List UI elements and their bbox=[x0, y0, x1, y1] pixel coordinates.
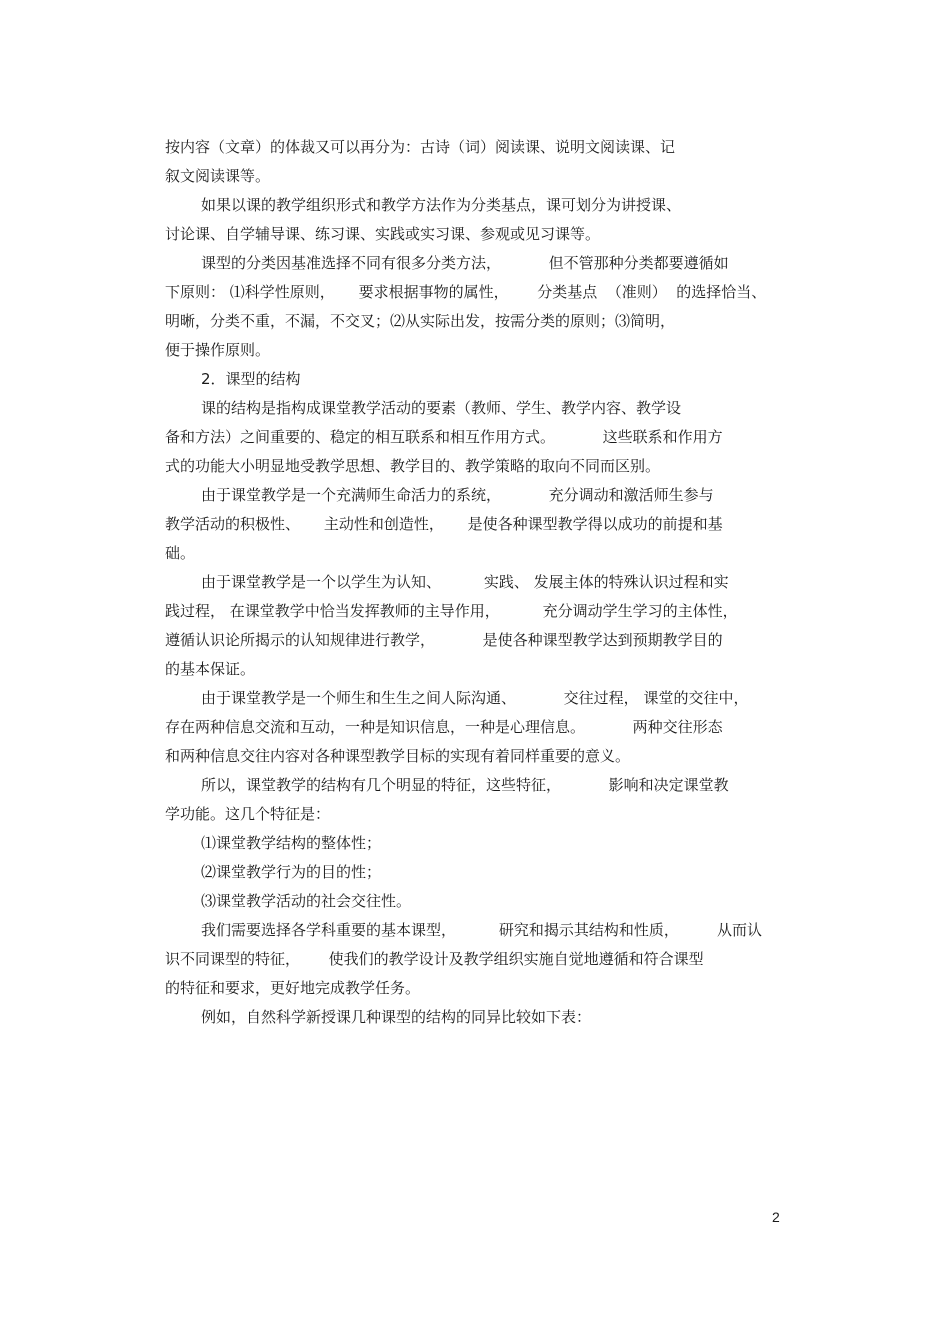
text-line: 础。 bbox=[165, 544, 196, 562]
text-line: 课的结构是指构成课堂教学活动的要素（教师、学生、教学内容、教学设 bbox=[201, 399, 682, 417]
text-line: 例如，自然科学新授课几种课型的结构的同异比较如下表： bbox=[201, 1008, 592, 1026]
text-line: 识不同课型的特征， 使我们的教学设计及教学组织实施自觉地遵循和符合课型 bbox=[165, 950, 704, 968]
text-line: 学功能。这几个特征是： bbox=[165, 805, 331, 823]
text-line: 由于课堂教学是一个师生和生生之间人际沟通、 交往过程， 课堂的交往中， bbox=[201, 689, 749, 707]
text-line: 讨论课、自学辅导课、练习课、实践或实习课、参观或见习课等。 bbox=[165, 225, 601, 243]
text-line: 践过程， 在课堂教学中恰当发挥教师的主导作用， 充分调动学生学习的主体性， bbox=[165, 602, 738, 620]
text-line: 便于操作原则。 bbox=[165, 341, 271, 359]
page-number: 2 bbox=[772, 1209, 780, 1225]
text-line: 和两种信息交往内容对各种课型教学目标的实现有着同样重要的意义。 bbox=[165, 747, 631, 765]
text-line: 下原则： ⑴科学性原则， 要求根据事物的属性， 分类基点 （准则） 的选择恰当、 bbox=[165, 283, 767, 301]
text-line: 由于课堂教学是一个充满师生命活力的系统， 充分调动和激活师生参与 bbox=[201, 486, 714, 504]
text-line: 教学活动的积极性、 主动性和创造性， 是使各种课型教学得以成功的前提和基 bbox=[165, 515, 723, 533]
text-line: 的基本保证。 bbox=[165, 660, 256, 678]
text-line: 由于课堂教学是一个以学生为认知、 实践、 发展主体的特殊认识过程和实 bbox=[201, 573, 729, 591]
text-line: 课型的分类因基准选择不同有很多分类方法， 但不管那种分类都要遵循如 bbox=[201, 254, 729, 272]
text-line: 明晰，分类不重，不漏，不交叉；⑵从实际出发，按需分类的原则；⑶简明， bbox=[165, 312, 676, 330]
text-line: 遵循认识论所揭示的认知规律进行教学， 是使各种课型教学达到预期教学目的 bbox=[165, 631, 723, 649]
text-line: 所以，课堂教学的结构有几个明显的特征，这些特征， 影响和决定课堂教 bbox=[201, 776, 729, 794]
list-item: ⑴课堂教学结构的整体性； bbox=[201, 834, 382, 852]
text-line: 存在两种信息交流和互动，一种是知识信息，一种是心理信息。 两种交往形态 bbox=[165, 718, 723, 736]
list-item: ⑶课堂教学活动的社会交往性。 bbox=[201, 892, 412, 910]
list-item: ⑵课堂教学行为的目的性； bbox=[201, 863, 382, 881]
text-line: 备和方法）之间重要的、稳定的相互联系和相互作用方式。 这些联系和作用方 bbox=[165, 428, 723, 446]
text-line: 叙文阅读课等。 bbox=[165, 167, 271, 185]
text-line: 的特征和要求，更好地完成教学任务。 bbox=[165, 979, 421, 997]
text-line: 式的功能大小明显地受教学思想、教学目的、教学策略的取向不同而区别。 bbox=[165, 457, 661, 475]
text-line: 如果以课的教学组织形式和教学方法作为分类基点，课可划分为讲授课、 bbox=[201, 196, 682, 214]
text-line: 按内容（文章）的体裁又可以再分为：古诗（词）阅读课、说明文阅读课、记 bbox=[165, 138, 676, 156]
section-heading: 2．课型的结构 bbox=[201, 370, 301, 388]
text-line: 我们需要选择各学科重要的基本课型， 研究和揭示其结构和性质， 从而认 bbox=[201, 921, 763, 939]
